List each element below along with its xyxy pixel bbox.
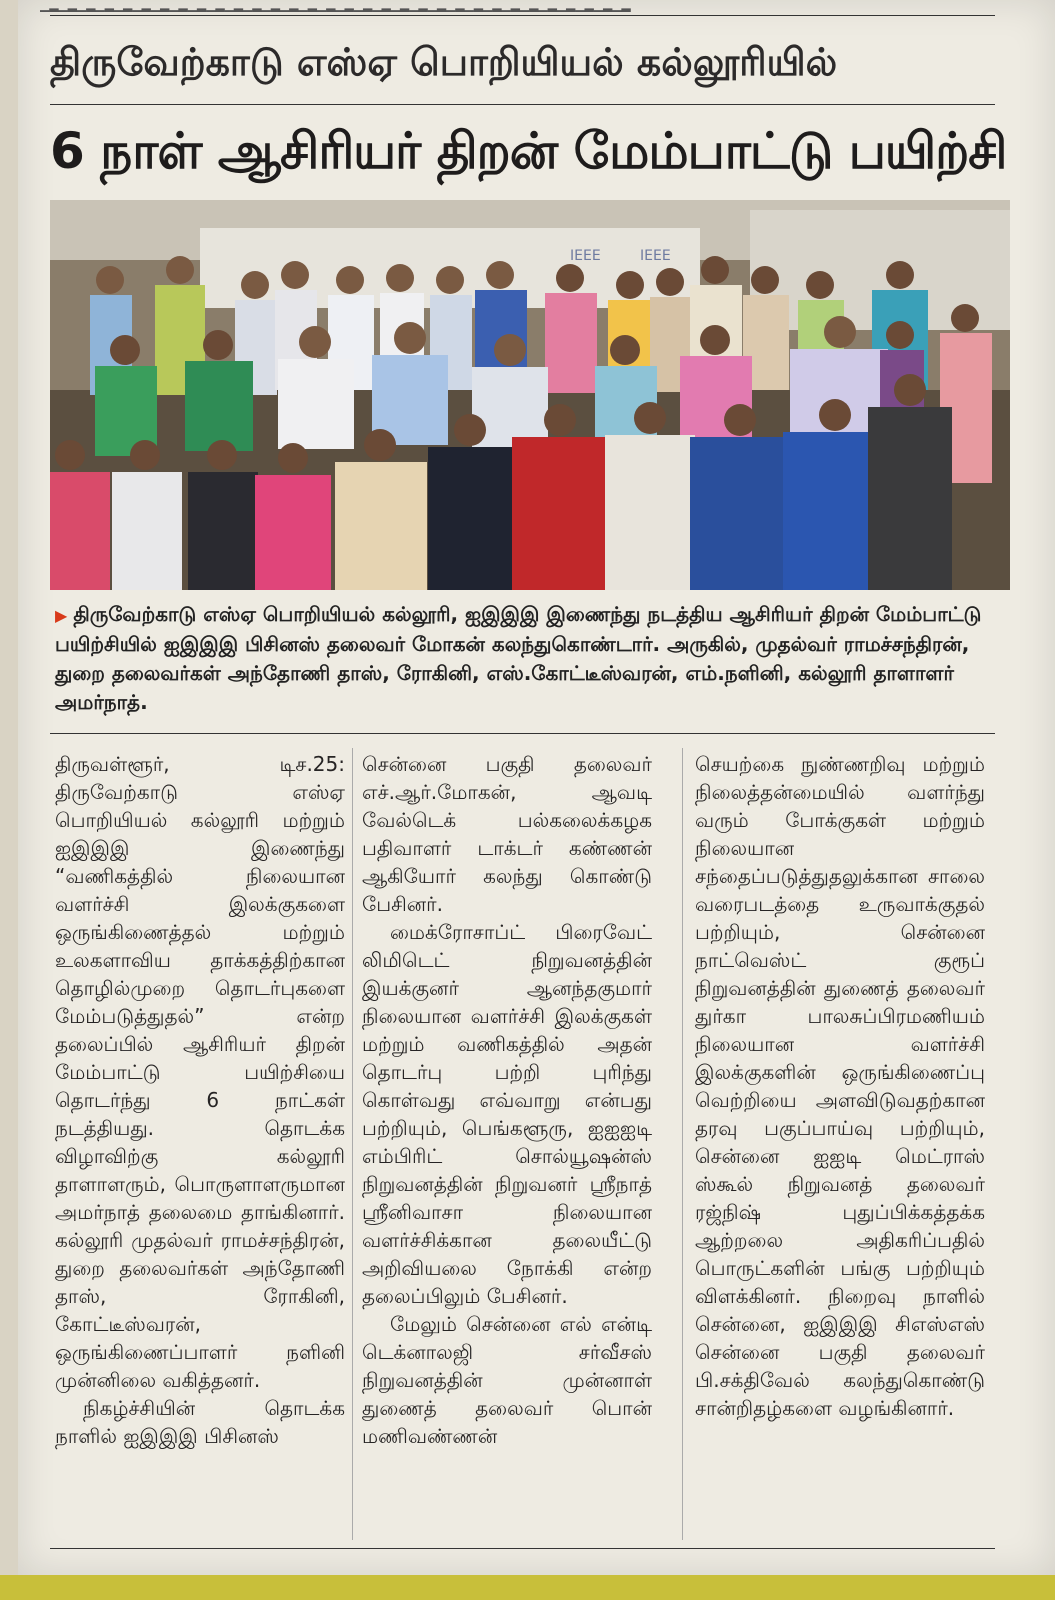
caption-rule xyxy=(50,733,995,734)
article-paragraph: செயற்கை நுண்ணறிவு மற்றும் நிலைத்தன்மையில் வளர்ந்து வரும் போக்குகள் மற்றும் நிலையான சந்தைப்படுத்துதலுக்கான சாலை வரைபடத்தை உருவாக்குதல் பற்றியும், சென்னை நாட்வெஸ்ட் குரூப் நிறுவனத்தின் துணைத் தலைவர் துர்கா பாலசுப்பிரமணியம் நிலையான வளர்ச்சி இலக்குகளின் ஒருங்கிணைப்பு வெற்றியை அளவிடுவதற்கான தரவு பகுப்பாய்வு பற்றியும், சென்னை ஐஐடி மெட்ராஸ் ஸ்கூல் நிறுவனத் தலைவர் ரஜ்நிஷ் புதுப்பிக்கத்தக்க ஆற்றலை அதிகரிப்பதில் பொருட்களின் பங்கு பற்றியும் விளக்கினர். நிறைவு நாளில் சென்னை, ஐஇஇஇ சிஎஸ்எஸ் சென்னை பகுதி தலைவர் பி.சக்திவேல் கலந்துகொண்டு சான்றிதழ்களை வழங்கினார். xyxy=(695,752,985,1420)
article-paragraph: நிகழ்ச்சியின் தொடக்க நாளில் ஐஇஇஇ பிசினஸ் xyxy=(55,1396,345,1448)
article-kicker: திருவேற்காடு எஸ்ஏ பொறியியல் கல்லூரியில் xyxy=(50,40,838,84)
column-divider-1 xyxy=(352,748,353,1540)
article-paragraph: சென்னை பகுதி தலைவர் எச்.ஆர்.மோகன், ஆவடி வேல்டெக் பல்கலைக்கழக பதிவாளர் டாக்டர் கண்ணன் ஆகியோர் கலந்து கொண்டு பேசினர். xyxy=(362,752,652,916)
article-column-2 xyxy=(362,750,652,1450)
kicker-rule xyxy=(50,104,995,105)
bottom-rule xyxy=(50,1548,995,1549)
group-photo-illustration xyxy=(50,200,1010,590)
article-headline: 6 நாள் ஆசிரியர் திறன் மேம்பாட்டு பயிற்சி xyxy=(50,122,1007,180)
photo-caption-text: திருவேற்காடு எஸ்ஏ பொறியியல் கல்லூரி, ஐஇஇஇ இணைந்து நடத்திய ஆசிரியர் திறன் மேம்பாட்டு பயிற்சியில் ஐஇஇஇ பிசினஸ் தலைவர் மோகன் கலந்துகொண்டார். அருகில், முதல்வர் ராமச்சந்திரன், துறை தலைவர்கள் அந்தோணி தாஸ், ரோகினி, எஸ்.கோட்டீஸ்வரன், எம்.நளினி, கல்லூரி தாளாளர் அமர்நாத். xyxy=(55,602,982,714)
photo-caption xyxy=(55,600,1010,717)
banner-logo-1: IEEE xyxy=(570,248,601,264)
article-column-1 xyxy=(55,750,345,1450)
caption-marker-icon: ▶ xyxy=(55,606,68,625)
top-rule xyxy=(50,15,995,16)
article-paragraph: மேலும் சென்னை எல் என்டி டெக்னாலஜி சர்வீசஸ் நிறுவனத்தின் முன்னாள் துணைத் தலைவர் பொன் மணிவண்ணன் xyxy=(362,1312,652,1448)
article-paragraph: மைக்ரோசாப்ட் பிரைவேட் லிமிடெட் நிறுவனத்தின் இயக்குனர் ஆனந்தகுமார் நிலையான வளர்ச்சி இலக்குகள் மற்றும் வணிகத்தில் அதன் தொடர்பு பற்றி புரிந்து கொள்வது எவ்வாறு என்பது பற்றியும், பெங்களூரு, ஐஐஐடி எம்பிரிட் சொல்யூஷன்ஸ் நிறுவனத்தின் நிறுவனர் ஸ்ரீநாத் ஸ்ரீனிவாசா நிலையான வளர்ச்சிக்கான தலையீட்டு அறிவியலை நோக்கி என்ற தலைப்பிலும் பேசினர். xyxy=(362,920,652,1308)
banner-logo-2: IEEE xyxy=(640,248,671,264)
group-photo xyxy=(50,200,1010,590)
article-paragraph: திருவள்ளூர், டிச.25: திருவேற்காடு எஸ்ஏ பொறியியல் கல்லூரி மற்றும் ஐஇஇஇ இணைந்து “வணிகத்தில் நிலையான வளர்ச்சி இலக்குகளை ஒருங்கிணைத்தல் மற்றும் உலகளாவிய தாக்கத்திற்கான தொழில்முறை தொடர்புகளை மேம்படுத்துதல்” என்ற தலைப்பில் ஆசிரியர் திறன் மேம்பாட்டு பயிற்சியை தொடர்ந்து 6 நாட்கள் நடத்தியது. தொடக்க விழாவிற்கு கல்லூரி தாளாளரும், பொருளாளருமான அமர்நாத் தலைமை தாங்கினார். கல்லூரி முதல்வர் ராமச்சந்திரன், துறை தலைவர்கள் அந்தோணி தாஸ், ரோகினி, கோட்டீஸ்வரன், ஒருங்கிணைப்பாளர் நளினி முன்னிலை வகித்தனர். xyxy=(55,752,345,1392)
article-column-3 xyxy=(695,750,985,1422)
cropped-previous-article: ▁▂▁▂▁▂▁▂▁▂▁▂▁▂▁▂▁▂▁▂▁▂▁▂▁▂▁▂▁▂▁▂▁▂▁▂▁▂▁▂▁▂▁▂▁▂▁▂▁▂▁▂▁▂▁▂▁▂▁▂▁▂▁▂ xyxy=(40,0,631,12)
bottom-color-strip xyxy=(0,1575,1055,1600)
column-divider-2 xyxy=(682,748,683,1540)
